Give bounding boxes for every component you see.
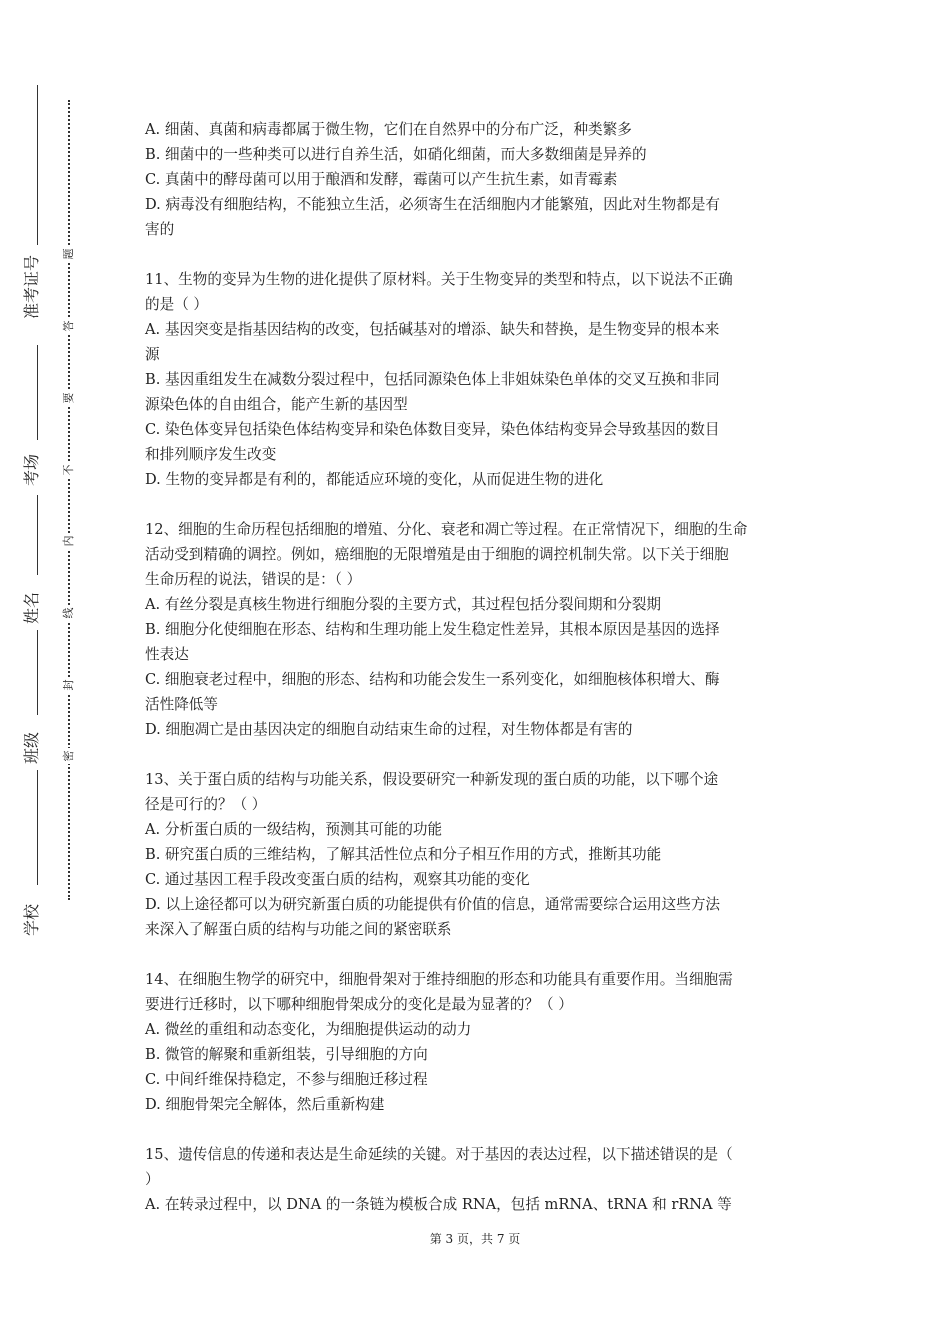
- option-b: B. 细菌中的一些种类可以进行自养生活，如硝化细菌，而大多数细菌是异养的: [145, 146, 647, 163]
- seal-char: 封: [61, 677, 77, 693]
- option-d: D. 生物的变异都是有利的，都能适应环境的变化，从而促进生物的进化: [145, 471, 604, 488]
- field-line: [37, 770, 38, 885]
- seal-char: 题: [61, 246, 77, 262]
- seal-char: 密: [61, 748, 77, 764]
- question-14: [145, 967, 811, 1117]
- option-d-cont: 害的: [145, 221, 175, 238]
- option-b-cont: 源染色体的自由组合，能产生新的基因型: [145, 396, 408, 413]
- question-13: [145, 767, 811, 942]
- option-a: A. 分析蛋白质的一级结构，预测其可能的功能: [145, 821, 443, 838]
- page-footer: 第 3 页，共 7 页: [429, 1232, 521, 1246]
- question-content: [145, 117, 811, 1242]
- question-stem-cont: ）: [145, 1171, 160, 1188]
- seal-char: 答: [61, 318, 77, 334]
- field-label-class: 班级: [22, 731, 41, 764]
- field-line: [37, 85, 38, 245]
- question-10-options: [145, 117, 811, 242]
- question-12: [145, 517, 811, 742]
- seal-char: 内: [61, 533, 77, 549]
- field-line: [37, 630, 38, 715]
- seal-char: 要: [61, 390, 77, 406]
- question-stem: 15、遗传信息的传递和表达是生命延续的关键。对于基因的表达过程，以下描述错误的是（: [145, 1146, 733, 1163]
- seal-char: 线: [61, 605, 77, 621]
- seal-char: 不: [61, 462, 77, 478]
- option-b: B. 基因重组发生在减数分裂过程中，包括同源染色体上非姐妹染色单体的交叉互换和非同: [145, 371, 720, 388]
- option-c: C. 细胞衰老过程中，细胞的形态、结构和功能会发生一系列变化，如细胞核体积增大、酶: [145, 671, 720, 688]
- field-label-exam-number: 准考证号: [22, 254, 41, 319]
- binding-margin: [0, 0, 100, 1000]
- option-d: D. 病毒没有细胞结构，不能独立生活，必须寄生在活细胞内才能繁殖，因此对生物都是有: [145, 196, 721, 213]
- option-b: B. 细胞分化使细胞在形态、结构和生理功能上发生稳定性差异，其根本原因是基因的选择: [145, 621, 720, 638]
- field-label-school: 学校: [22, 903, 41, 936]
- option-a: A. 在转录过程中，以 DNA 的一条链为模板合成 RNA，包括 mRNA、tRNA 和 rRNA 等: [145, 1196, 732, 1213]
- option-c-cont: 活性降低等: [145, 696, 218, 713]
- option-d: D. 以上途径都可以为研究新蛋白质的功能提供有价值的信息，通常需要综合运用这些方法: [145, 896, 721, 913]
- question-stem-cont: 要进行迁移时，以下哪种细胞骨架成分的变化是最为显著的？（ ）: [145, 996, 573, 1013]
- question-stem: 14、在细胞生物学的研究中，细胞骨架对于维持细胞的形态和功能具有重要作用。当细胞需: [145, 971, 733, 988]
- option-b: B. 研究蛋白质的三维结构，了解其活性位点和分子相互作用的方式，推断其功能: [145, 846, 662, 863]
- field-line: [37, 495, 38, 575]
- question-11: [145, 267, 811, 492]
- question-stem-cont: 生命历程的说法，错误的是：（ ）: [145, 571, 362, 588]
- option-d: D. 细胞凋亡是由基因决定的细胞自动结束生命的过程，对生物体都是有害的: [145, 721, 633, 738]
- option-b-cont: 性表达: [145, 646, 189, 663]
- option-c: C. 中间纤维保持稳定，不参与细胞迁移过程: [145, 1071, 428, 1088]
- option-a: A. 微丝的重组和动态变化，为细胞提供运动的动力: [145, 1021, 472, 1038]
- question-15: [145, 1142, 811, 1217]
- seal-dotted-line: [68, 100, 70, 900]
- option-c: C. 真菌中的酵母菌可以用于酿酒和发酵，霉菌可以产生抗生素，如青霉素: [145, 171, 618, 188]
- option-d: D. 细胞骨架完全解体，然后重新构建: [145, 1096, 385, 1113]
- field-label-name: 姓名: [22, 591, 41, 624]
- option-b: B. 微管的解聚和重新组装，引导细胞的方向: [145, 1046, 428, 1063]
- option-d-cont: 来深入了解蛋白质的结构与功能之间的紧密联系: [145, 921, 452, 938]
- option-a: A. 有丝分裂是真核生物进行细胞分裂的主要方式，其过程包括分裂间期和分裂期: [145, 596, 662, 613]
- question-stem-cont: 的是（ ）: [145, 296, 209, 313]
- field-label-exam-room: 考场: [22, 453, 41, 486]
- option-a: A. 细菌、真菌和病毒都属于微生物，它们在自然界中的分布广泛，种类繁多: [145, 121, 632, 138]
- option-c-cont: 和排列顺序发生改变: [145, 446, 277, 463]
- question-stem: 13、关于蛋白质的结构与功能关系，假设要研究一种新发现的蛋白质的功能，以下哪个途: [145, 771, 719, 788]
- option-a-cont: 源: [145, 346, 160, 363]
- question-stem: 11、生物的变异为生物的进化提供了原材料。关于生物变异的类型和特点，以下说法不正确: [145, 271, 733, 288]
- field-line: [37, 345, 38, 440]
- option-c: C. 染色体变异包括染色体结构变异和染色体数目变异，染色体结构变异会导致基因的数目: [145, 421, 720, 438]
- question-stem-cont: 径是可行的？（ ）: [145, 796, 267, 813]
- option-c: C. 通过基因工程手段改变蛋白质的结构，观察其功能的变化: [145, 871, 530, 888]
- question-stem: 12、细胞的生命历程包括细胞的增殖、分化、衰老和凋亡等过程。在正常情况下，细胞的生命: [145, 521, 748, 538]
- option-a: A. 基因突变是指基因结构的改变，包括碱基对的增添、缺失和替换，是生物变异的根本来: [145, 321, 720, 338]
- question-stem-cont: 活动受到精确的调控。例如，癌细胞的无限增殖是由于细胞的调控机制失常。以下关于细胞: [145, 546, 729, 563]
